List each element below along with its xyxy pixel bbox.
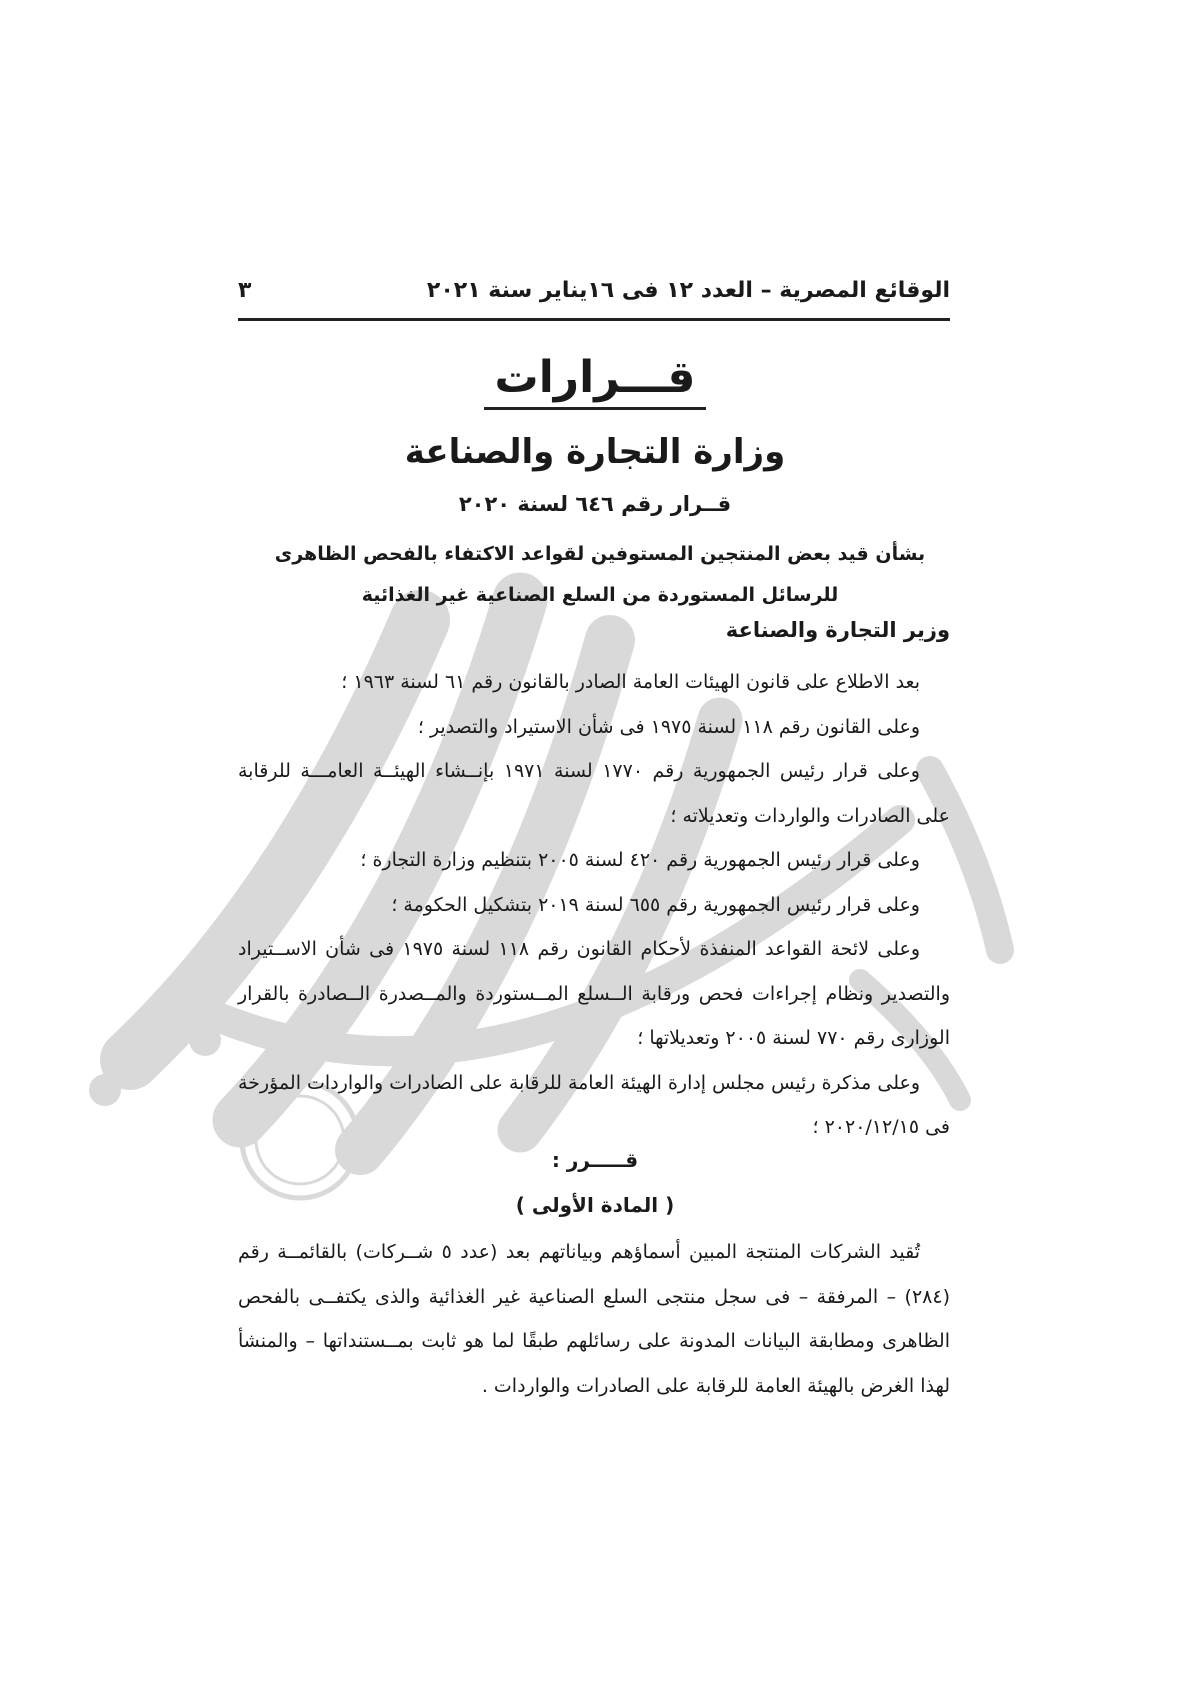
page-number: ٣ xyxy=(238,277,252,303)
preamble-clause: وعلى قرار رئيس الجمهورية رقم ١٧٧٠ لسنة ١٩٧١ بإنــشاء الهيئــة العامـــة للرقابة على الصادرات والواردات وتعديلاته ؛ xyxy=(238,760,950,827)
preamble xyxy=(238,660,950,1150)
gazette-title: الوقائع المصرية – العدد ١٢ فى ١٦يناير سنة ٢٠٢١ xyxy=(426,277,950,303)
preamble-clause: وعلى قرار رئيس الجمهورية رقم ٤٢٠ لسنة ٢٠٠٥ بتنظيم وزارة التجارة ؛ xyxy=(360,849,920,871)
decision-number: قــرار رقم ٦٤٦ لسنة ٢٠٢٠ xyxy=(458,492,732,516)
article-title: ( المادة الأولى ) xyxy=(515,1193,675,1217)
decision-subject xyxy=(250,534,950,616)
section-title-text: قـــرارات xyxy=(484,352,705,410)
decided-label: قـــــرر : xyxy=(551,1148,639,1172)
subject-line-2: للرسائل المستوردة من السلع الصناعية غير الغذائية xyxy=(361,584,839,606)
preamble-clause: بعد الاطلاع على قانون الهيئات العامة الصادر بالقانون رقم ٦١ لسنة ١٩٦٣ ؛ xyxy=(341,671,920,693)
preamble-clause: وعلى القانون رقم ١١٨ لسنة ١٩٧٥ فى شأن الاستيراد والتصدير ؛ xyxy=(417,715,920,738)
preamble-clause: وعلى مذكرة رئيس مجلس إدارة الهيئة العامة للرقابة على الصادرات والواردات المؤرخة فى ٢٠٢٠/١٢/١٥ ؛ xyxy=(238,1071,950,1138)
gazette-header xyxy=(238,272,950,308)
preamble-clause: وعلى لائحة القواعد المنفذة لأحكام القانون رقم ١١٨ لسنة ١٩٧٥ فى شأن الاســتيراد والتصدير ونظام إجراءات فحص ورقابة الــسلع المــستوردة والمــصدرة الــصادرة بالقرار الوزارى رقم ٧٧٠ لسنة ٢٠٠٥ وتعديلاتها ؛ xyxy=(238,938,950,1049)
header-divider xyxy=(238,318,950,321)
article-text: تُقيد الشركات المنتجة المبين أسماؤهم وبياناتهم بعد (عدد ٥ شــركات) بالقائمــة رقم (٢٨٤) – المرفقة – فى سجل منتجى السلع الصناعية غير الغذائية والذى يكتفــى بالفحص الظاهرى ومطابقة البيانات المدونة على رسائلهم طبقًا لما هو ثابت بمــستنداتها – والمنشأ لهذا الغرض بالهيئة العامة للرقابة على الصادرات والواردات . xyxy=(238,1241,950,1397)
subject-line-1: بشأن قيد بعض المنتجين المستوفين لقواعد الاكتفاء بالفحص الظاهرى xyxy=(274,543,926,565)
section-title xyxy=(0,352,1190,410)
ministry-name: وزارة التجارة والصناعة xyxy=(404,432,786,472)
minister-heading: وزير التجارة والصناعة xyxy=(725,618,950,642)
preamble-clause: وعلى قرار رئيس الجمهورية رقم ٦٥٥ لسنة ٢٠١٩ بتشكيل الحكومة ؛ xyxy=(391,893,920,916)
